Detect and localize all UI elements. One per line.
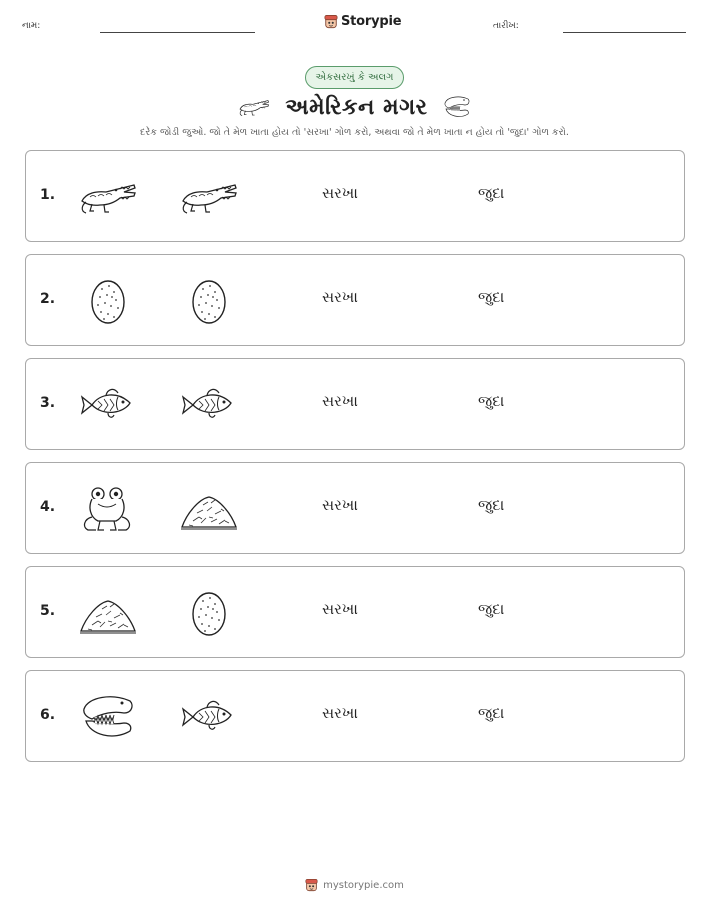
question-card <box>25 462 685 554</box>
same-option[interactable]: સરખા <box>322 392 358 410</box>
same-option[interactable]: સરખા <box>322 704 358 722</box>
question-number: 4. <box>40 499 56 515</box>
alligator-icon <box>237 93 271 121</box>
worksheet-header <box>0 0 709 50</box>
jaws-icon <box>78 691 138 743</box>
question-card <box>25 150 685 242</box>
different-option[interactable]: જુદા <box>478 184 505 202</box>
question-number: 5. <box>40 603 56 619</box>
same-option[interactable]: સરખા <box>322 600 358 618</box>
question-number: 6. <box>40 707 56 723</box>
frog-icon <box>78 483 138 535</box>
different-option[interactable]: જુદા <box>478 600 505 618</box>
name-label: નામ: <box>22 21 41 31</box>
same-option[interactable]: સરખા <box>322 184 358 202</box>
question-card <box>25 566 685 658</box>
fish-icon <box>179 379 239 431</box>
storypie-logo <box>324 14 401 29</box>
jaws-icon <box>442 93 472 121</box>
nest-mound-icon <box>179 483 239 535</box>
instructions-text: દરેક જોડી જુઓ. જો તે મેળ ખાતા હોય તો 'સરખા' ગોળ કરો, અથવા જો તે મેળ ખાતા ન હોય તો 'જુદા' ગોળ કરો. <box>140 127 569 138</box>
alligator-icon <box>179 171 239 223</box>
name-field-line[interactable] <box>100 32 255 33</box>
fish-icon <box>179 691 239 743</box>
footer <box>0 878 709 892</box>
worksheet-type-badge: એકસરખું કે અલગ <box>305 66 404 89</box>
date-label: તારીખ: <box>493 21 519 31</box>
question-number: 1. <box>40 187 56 203</box>
different-option[interactable]: જુદા <box>478 392 505 410</box>
question-card <box>25 254 685 346</box>
egg-icon <box>78 275 138 327</box>
question-card <box>25 670 685 762</box>
date-field-line[interactable] <box>563 32 686 33</box>
different-option[interactable]: જુદા <box>478 496 505 514</box>
question-card <box>25 358 685 450</box>
fish-icon <box>78 379 138 431</box>
title-row <box>0 90 709 124</box>
storypie-mascot-icon <box>324 14 338 29</box>
worksheet-title: અમેરિકન મગર <box>285 94 428 120</box>
nest-mound-icon <box>78 587 138 639</box>
different-option[interactable]: જુદા <box>478 288 505 306</box>
different-option[interactable]: જુદા <box>478 704 505 722</box>
footer-url[interactable]: mystorypie.com <box>323 879 404 891</box>
alligator-icon <box>78 171 138 223</box>
storypie-mascot-icon <box>305 878 318 892</box>
egg-icon <box>179 275 239 327</box>
egg-icon <box>179 587 239 639</box>
same-option[interactable]: સરખા <box>322 288 358 306</box>
same-option[interactable]: સરખા <box>322 496 358 514</box>
brand-name: Storypie <box>341 14 402 29</box>
question-number: 2. <box>40 291 56 307</box>
question-number: 3. <box>40 395 56 411</box>
